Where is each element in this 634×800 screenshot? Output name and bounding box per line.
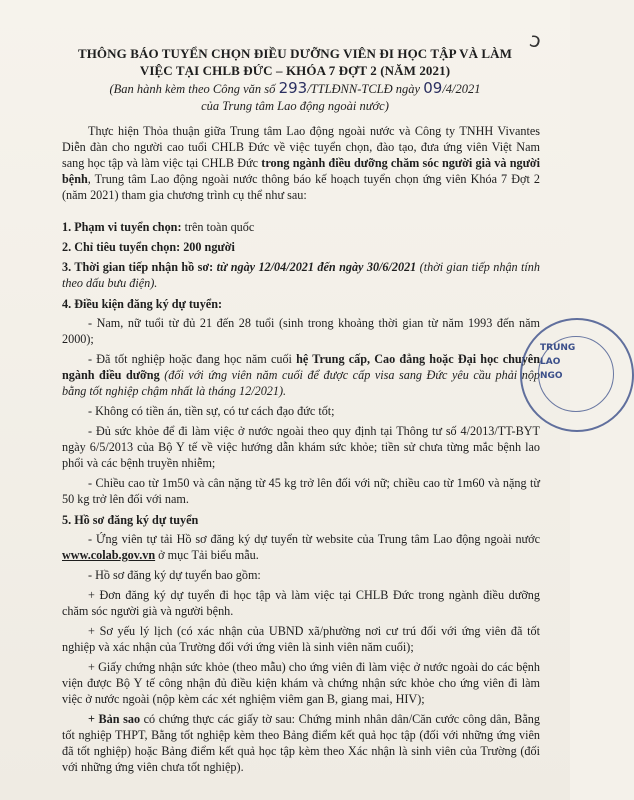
dossier-includes: - Hồ sơ đăng ký dự tuyển bao gồm: (88, 568, 261, 582)
stamp-text-1: TRUNG (540, 343, 576, 353)
section-1-value: trên toàn quốc (181, 220, 255, 234)
dossier-download-suffix: ở mục Tải biểu mẫu. (155, 548, 259, 562)
dossier-application-form: + Đơn đăng ký dự tuyển đi học tập và làm việc tại CHLB Đức trong ngành điều dưỡng chăm sóc người già và người bệnh. (62, 588, 540, 618)
condition-education-bold: hệ Trung cấp, Cao đẳng hoặc Đại học chuyên ngành điều dưỡng (62, 352, 540, 382)
section-1-label: 1. Phạm vi tuyển chọn: (62, 220, 182, 234)
section-3-value: từ ngày 12/04/2021 đến ngày 30/6/2021 (213, 260, 417, 274)
document-subtitle (70, 80, 520, 115)
document-title (60, 45, 530, 79)
dossier-copies (62, 711, 540, 775)
subtitle-line-2: của Trung tâm Lao động ngoài nước) (201, 99, 389, 113)
dossier-health-certificate: + Giấy chứng nhận sức khỏe (theo mẫu) cho ứng viên đi làm việc ở nước ngoài do các bệnh viện được Bộ Y tế công nhận đủ điều kiện khám và chứng nhận sức khỏe cho ứng viên đi làm việc ở nước ngoài (nộp kèm các xét nghiệm viêm gan B, giang mai, HIV); (62, 660, 540, 706)
condition-education (62, 351, 540, 399)
condition-education-note: (đối với ứng viên năm cuối để được cấp visa sang Đức yêu cầu phải nộp bằng tốt nghiệp chậm nhất là tháng 12/2021). (62, 368, 541, 398)
intro-bold: trong ngành điều dưỡng chăm sóc người già và người bệnh (62, 156, 541, 186)
dossier-cv: + Sơ yếu lý lịch (có xác nhận của UBND xã/phường nơi cư trú đối với ứng viên đã tốt nghiệp và xác nhận của Trường đối với ứng viên là sinh viên năm cuối); (62, 624, 540, 654)
title-line-1: THÔNG BÁO TUYỂN CHỌN ĐIỀU DƯỠNG VIÊN ĐI HỌC TẬP VÀ LÀM (77, 46, 513, 61)
handwritten-doc-number: 293 (278, 79, 308, 97)
intro-text-2: , Trung tâm Lao động ngoài nước thông báo kế hoạch tuyển chọn ứng viên Khóa 7 Đợt 2 (năm 2021) tham gia chương trình cụ thể như sau: (62, 172, 540, 202)
colab-website-link[interactable]: www.colab.gov.vn (62, 548, 156, 562)
intro-paragraph (62, 123, 540, 203)
condition-record: - Không có tiền án, tiền sự, có tư cách đạo đức tốt; (88, 404, 335, 418)
condition-education-text: - Đã tốt nghiệp hoặc đang học năm cuối (88, 352, 292, 366)
subtitle-prefix: (Ban hành kèm theo Công văn số (109, 82, 276, 96)
section-3-note: (thời gian tiếp nhận tính theo dấu bưu điện). (62, 260, 540, 290)
section-3-label: 3. Thời gian tiếp nhận hồ sơ: (62, 260, 214, 274)
condition-age: - Nam, nữ tuổi từ đủ 21 đến 28 tuổi (sinh trong khoảng thời gian từ năm 1993 đến năm 2000); (62, 316, 540, 346)
section-2: 2. Chỉ tiêu tuyển chọn: 200 người (62, 240, 235, 254)
dossier-copies-label: + Bản sao (88, 712, 141, 726)
section-5-heading: 5. Hồ sơ đăng ký dự tuyển (62, 513, 199, 527)
condition-height-weight: - Chiều cao từ 1m50 và cân nặng từ 45 kg trở lên đối với nữ; chiều cao từ 1m60 và nặng từ 50 kg trở lên đối với nam. (62, 476, 540, 506)
subtitle-mid: /TTLĐNN-TCLĐ ngày (307, 82, 421, 96)
dossier-copies-text: có chứng thực các giấy tờ sau: Chứng minh nhân dân/Căn cước công dân, Bằng tốt nghiệp THPT, Bằng tốt nghiệp kèm theo Bảng điểm kết quả học tập (đối với những ứng viên đã tốt nghiệp) hoặc Bảng điểm kết quả học tập kèm theo Xác nhận là sinh viên của Trường (đối với những ứng viên chưa tốt nghiệp). (62, 712, 540, 774)
title-line-2: VIỆC TẠI CHLB ĐỨC – KHÓA 7 ĐỢT 2 (NĂM 2021) (139, 63, 451, 78)
section-1 (62, 219, 540, 235)
section-3 (62, 259, 540, 291)
intro-text-1: Thực hiện Thỏa thuận giữa Trung tâm Lao động ngoài nước và Công ty TNHH Vivantes Diễn đàn cho người cao tuổi CHLB Đức về việc tuyển chọn, đào tạo, đưa ứng viên Việt Nam sang học tập và làm việc tại CHLB Đức (62, 124, 540, 170)
subtitle-suffix: /4/2021 (442, 82, 481, 96)
stamp-text-2: LAO (540, 357, 561, 367)
condition-health: - Đủ sức khỏe để đi làm việc ở nước ngoài theo quy định tại Thông tư số 4/2013/TT-BYT ngày 6/5/2013 của Bộ Y tế về việc hướng dẫn khám sức khỏe; tiền sử chưa từng mắc bệnh lao phổi và các bệnh truyền nhiễm; (62, 424, 540, 470)
handwritten-mark: ɔ (527, 26, 544, 54)
handwritten-doc-day: 09 (423, 79, 443, 97)
stamp-text-3: NGO (540, 371, 563, 381)
dossier-download (62, 531, 540, 563)
dossier-download-text: - Ứng viên tự tải Hồ sơ đăng ký dự tuyển từ website của Trung tâm Lao động ngoài nước (88, 532, 540, 546)
section-4-heading: 4. Điều kiện đăng ký dự tuyển: (62, 297, 223, 311)
